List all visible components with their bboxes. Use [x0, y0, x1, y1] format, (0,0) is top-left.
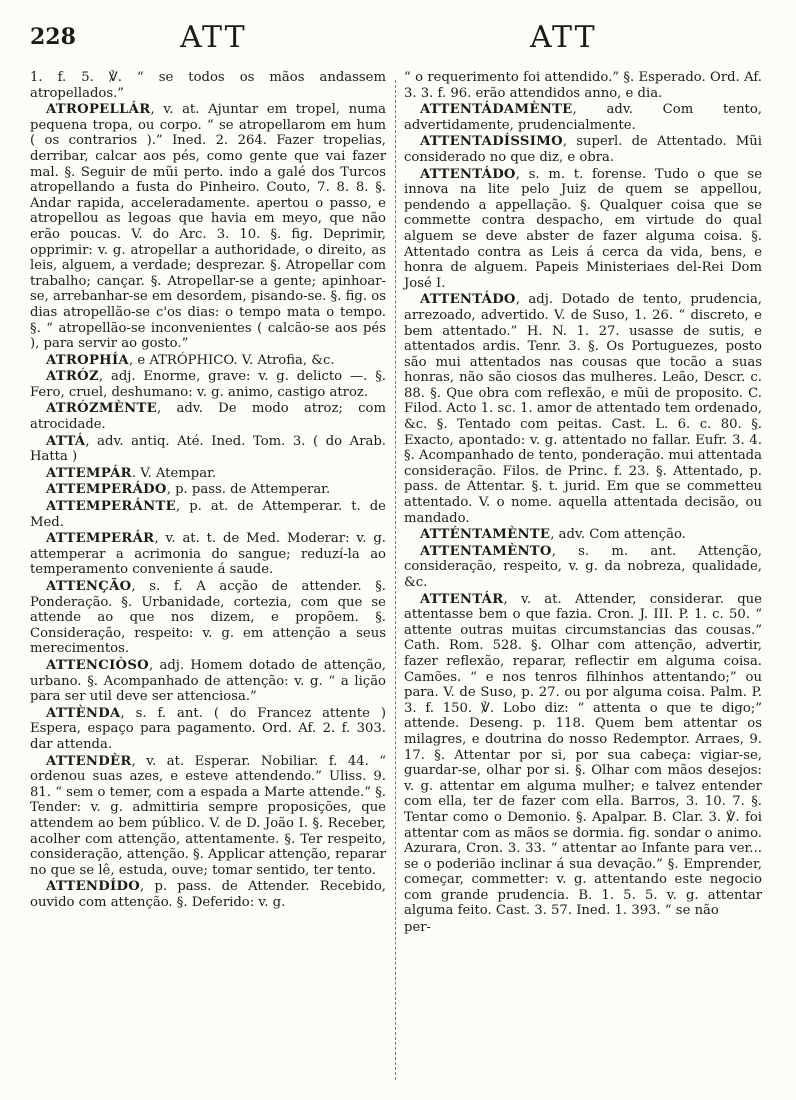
entry-headword: ATTEMPERÁDO	[46, 482, 167, 498]
page-number: 228	[30, 24, 76, 50]
entry-text: , adv. Com tento, advertidamente, prudencialmente.	[404, 102, 762, 133]
entry-text: , v. at. Attender, considerar. que attentasse bem o que fazia. Cron. J. III. P. 1. c. 50. “ attente outras muitas circumstancias das cousas.” Cath. Rom. 528. §. Olhar com attenção, advertir, fazer reflexão, reparar, reflectir em alguma coisa. Camões. “ e nos tenros filhinhos attentando;” ou para. V. de Suso, p. 27. ou por alguma coisa. Palm. P. 3. f. 150. ℣. Lobo diz: “ attenta o que te digo;” attende. Deseng. p. 118. Quem bem attentar os milagres, e doutrina do nosso Redemptor. Arraes, 9. 17. §. Attentar por si, por sua cabeça: vigiar-se, guardar-se, olhar por si. §. Olhar com mãos desejos: v. g. attentar em alguma mulher; e talvez entender com ella, ter de fazer com ella. Barros, 3. 10. 7. §. Tentar como o Demonio. §. Apalpar. B. Clar. 3. ℣. foi attentar com as mãos se dormia. fig. sondar o animo. Azurara, Cron. 3. 33. “ attentar ao Infante para ver... se o poderião inclinar á sua devação.” §. Emprender, começar, commetter: v. g. attentando este negocio com grande prudencia. B. 1. 5. 5. v. g. attentar alguma feito. Cast. 3. 57. Ined. 1. 393. “ se não	[404, 591, 762, 919]
entry-text: , p. at. de Attemperar. t. de Med.	[30, 499, 386, 530]
dictionary-entry	[30, 499, 386, 530]
entry-text: . V. Atempar.	[131, 465, 217, 481]
entry-headword: ATTÉNTAMÈNTE	[420, 527, 551, 543]
entry-headword: ATRÓZMÈNTE	[46, 401, 157, 417]
entry-text: , s. f. ant. ( do Francez attente ) Espera, espaço para pagamento. Ord. Af. 2. f. 303. dar attenda.	[30, 705, 386, 752]
dictionary-entry	[404, 167, 762, 292]
dictionary-entry	[404, 134, 762, 165]
entry-text: , adj. Enorme, grave: v. g. delicto —. §. Fero, cruel, deshumano: v. g. animo, castigo atroz.	[30, 369, 386, 400]
entry-text: , adv. antiq. Até. Ined. Tom. 3. ( do Arab. Hatta )	[30, 433, 386, 465]
entry-text: , superl. de Attentado. Mũi considerado no que diz, e obra.	[404, 134, 762, 165]
dictionary-entry	[404, 102, 762, 133]
dictionary-entry	[404, 70, 762, 101]
dictionary-entry	[30, 434, 386, 465]
dictionary-entry	[30, 706, 386, 753]
entry-text: , e ATRÓPHICO. V. Atrofia, &c.	[128, 352, 335, 368]
entry-text: , adj. Dotado de tento, prudencia, arrezoado, advertido. V. de Suso, 1. 26. “ discreto, e bem attentado.” H. N. 1. 27. usasse de sutis, e attentados ardis. Tenr. 3. §. Os Portuguezes, posto são mui attentados nas cousas que tocão a suas honras, não são ciosos das mulheres. Leão, Descr. c. 88. §. Que obra com reflexão, e mũi de proposito. C. Filod. Acto 1. sc. 1. amor de attentado tem ordenado, &c. §. Tentado com peitas. Cast. L. 6. c. 80. §. Exacto, apontado: v. g. attentado no fallar. Eufr. 3. 4. §. Acompanhado de tento, ponderação. mui attentada consideração. Filos. de Princ. f. 23. §. Attentado, p. pass. de Attentar. §. t. jurid. Em que se commetteu attentado. V. o nome. aquella attentada decisão, ou mandado.	[404, 292, 762, 526]
dictionary-entry	[30, 482, 386, 498]
entry-text: , s. f. A acção de attender. §. Ponderação. §. Urbanidade, cortezia, com que se attende ao que nos dizem, e propõem. §. Consideração, respeito: v. g. em attenção a seus merecimentos.	[30, 579, 386, 657]
dictionary-entry	[30, 466, 386, 482]
entry-text: , adv. De modo atroz; com atrocidade.	[30, 401, 386, 433]
entry-text: “ o requerimento foi attendido.” §. Esperado. Ord. Af. 3. 3. f. 96. erão attendidos anno, e dia.	[404, 70, 762, 101]
entry-text: , p. pass. de Attender. Recebido, ouvido com attenção. §. Deferido: v. g.	[30, 879, 386, 910]
dictionary-entry	[30, 879, 386, 910]
dictionary-entry	[30, 579, 386, 657]
entry-text: , v. at. Esperar. Nobiliar. f. 44. “ ordenou suas azes, e esteve attendendo.” Uliss. 9. 81. “ sem o temer, com a espada a Marte attende.” §. Tender: v. g. admittiria sempre proposições, que attendem ao bem público. V. de D. João I. §. Receber, acolher com attenção, attentamente. §. Ter respeito, consideração, attenção. §. Applicar attenção, reparar no que se lê, estuda, ouve; tomar sentido, ter tento.	[30, 753, 386, 878]
page-header	[30, 20, 766, 60]
dictionary-entry	[404, 592, 762, 919]
dictionary-entry	[30, 369, 386, 400]
entry-text: , s. m. ant. Attenção, consideração, respeito, v. g. da nobreza, qualidade, &c.	[404, 543, 762, 590]
dictionary-entry	[30, 102, 386, 352]
entry-headword: ATTEMPERÁNTE	[46, 499, 176, 515]
entry-text: , v. at. t. de Med. Moderar: v. g. attemperar a acrimonia do sangue; reduzí-la ao temperamento conveniente á saude.	[30, 531, 386, 578]
dictionary-entry	[30, 754, 386, 879]
dictionary-entry	[30, 70, 386, 101]
entry-text: , v. at. Ajuntar em tropel, numa pequena tropa, ou corpo. “ se atropellarom em hum ( os contrarios ).” Ined. 2. 264. Fazer tropelias, derribar, calcar aos pés, como gente que vai fazer mal. §. Seguir de mũi perto. indo a galé dos Turcos atropellando a fusta do Pinheiro. Couto, 7. 8. 8. §. Andar rapida, acceleradamente. apertou o passo, e atropellou as legoas que havia em meyo, que não erão poucas. V. do Arc. 3. 10. §. fig. Deprimir, opprimir: v. g. atropellar a authoridade, o direito, as leis, alguem, a verdade; desprezar. §. Atropellar com trabalho; cançar. §. Atropellar-se a gente; apinhoar-se, arrebanhar-se em desordem, pisando-se. §. fig. os dias atropellão-se c'os dias: o tempo mata o tempo. §. “ atropellão-se inconvenientes ( calcão-se aos pés ), para servir ao gosto.”	[30, 102, 386, 352]
dictionary-entry	[404, 527, 762, 543]
entry-headword: ATTENTAMÈNTO	[420, 543, 552, 559]
entry-text: , adv. Com attenção.	[550, 527, 686, 543]
dictionary-entry	[30, 658, 386, 705]
dictionary-entry	[30, 531, 386, 578]
entry-headword: ATTENDÈR	[46, 753, 132, 769]
entry-text: 1. f. 5. ℣. “ se todos os mãos andassem atropellados.”	[30, 70, 386, 101]
dictionary-entry	[30, 401, 386, 432]
entry-headword: ATTENTÁDO	[420, 292, 516, 308]
dictionary-entry	[404, 920, 762, 936]
right-column	[404, 70, 762, 937]
entry-headword: ATTENÇÃO	[46, 579, 132, 594]
entry-headword: ATRÓZ	[46, 369, 99, 385]
entry-headword: ATTENCIÒSO	[46, 657, 149, 673]
entry-headword: ATTÈNDA	[46, 705, 121, 721]
entry-headword: ATTEMPERÁR	[46, 531, 155, 547]
entry-headword: ATROPHÍA	[46, 352, 129, 368]
entry-text: , s. m. t. forense. Tudo o que se innova na lite pelo Juiz de quem se appellou, pendendo a appellação. §. Qualquer coisa que se commette contra despacho, em virtude do qual alguem se deve abster de fazer alguma coisa. §. Attentado contra as Leis á cerca da vida, bens, e honra de alguem. Papeis Ministeriaes del-Rei Dom José I.	[404, 166, 762, 291]
dictionary-entry	[404, 544, 762, 591]
dictionary-entry	[404, 292, 762, 526]
left-column	[30, 70, 386, 911]
entry-text: , adj. Homem dotado de attenção, urbano. §. Acompanhado de attenção: v. g. “ a lição para ser util deve ser attenciosa.”	[30, 657, 386, 705]
left-running-head: ATT	[180, 20, 247, 55]
entry-headword: ATTENTÁR	[420, 591, 504, 607]
entry-headword: ATTENTADÍSSIMO	[420, 134, 563, 150]
entry-headword: ATTEMPÁR	[46, 465, 132, 481]
entry-text: per-	[404, 920, 432, 936]
entry-headword: ATTENTÁDO	[420, 166, 516, 182]
column-divider	[395, 80, 396, 1080]
entry-headword: ATROPELLÁR	[46, 102, 151, 118]
entry-headword: ATTENDÍDO	[46, 879, 141, 895]
entry-text: , p. pass. de Attemperar.	[166, 482, 331, 498]
entry-headword: ATTÁ	[46, 433, 86, 449]
entry-headword: ATTENTÁDAMÈNTE	[420, 102, 573, 118]
dictionary-entry	[30, 353, 386, 369]
right-running-head: ATT	[530, 20, 597, 55]
